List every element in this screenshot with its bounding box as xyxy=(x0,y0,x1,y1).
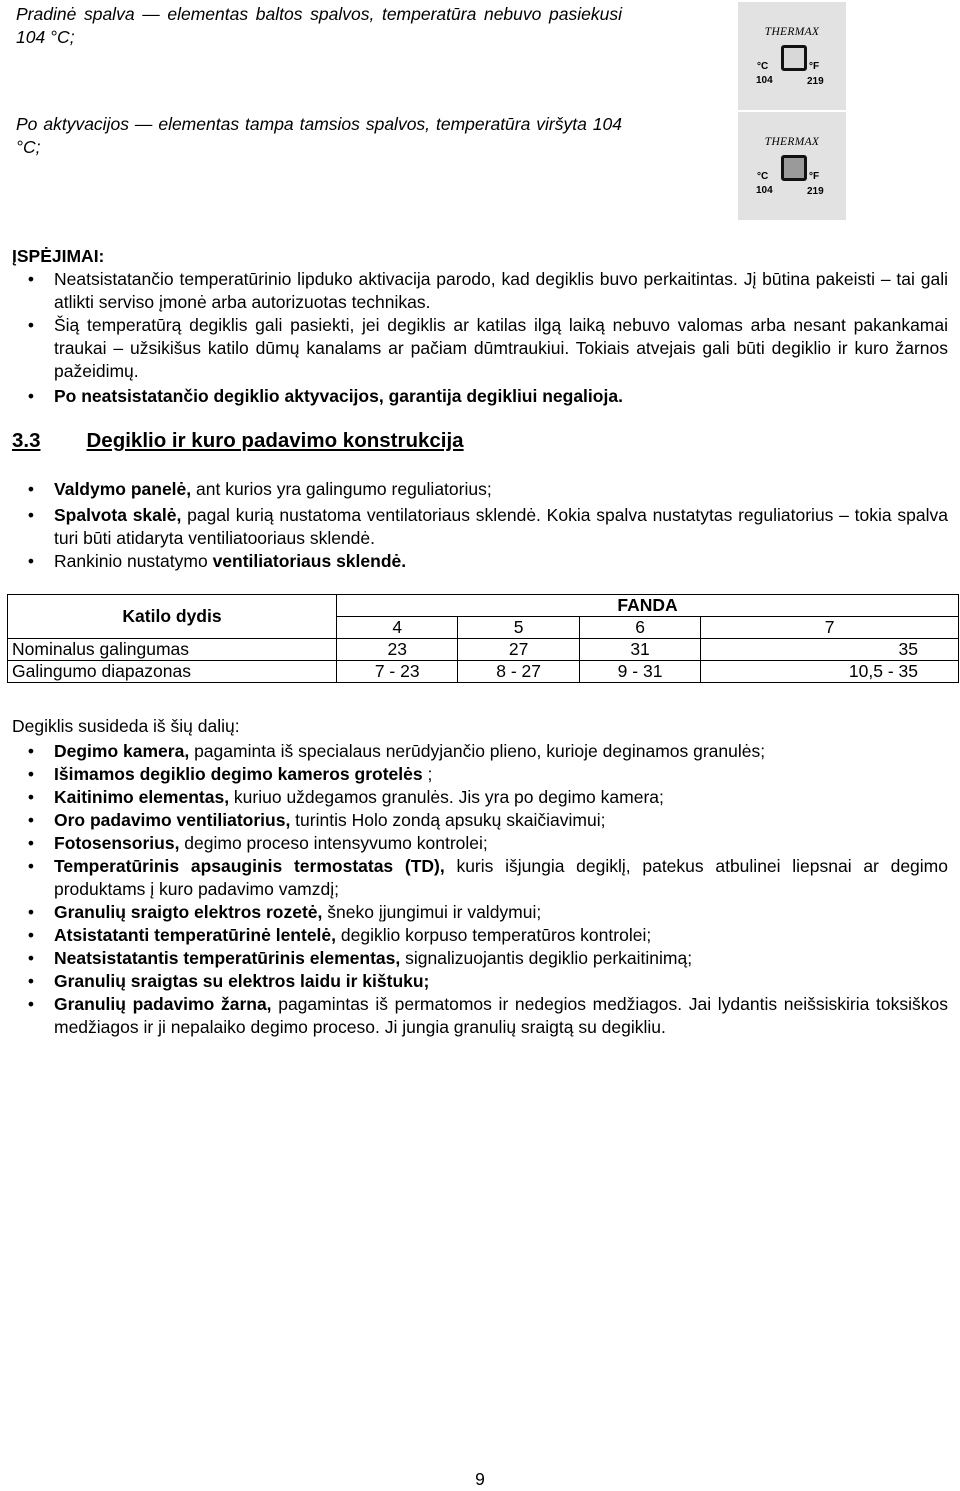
bullet-icon: • xyxy=(27,764,35,784)
list-item: • Neatsistatantis temperatūrinis elementas, signalizuojantis degiklio perkaitinimą; xyxy=(10,947,948,970)
list-item: • Spalvota skalė, pagal kurią nustatoma ventilatoriaus sklendė. Kokia spalva nustatytas reguliatorius – tokia spalva turi būti atidaryta ventiliatooriaus sklendė. xyxy=(10,504,948,550)
list-item: • Išimamos degiklio degimo kameros grotelės ; xyxy=(10,763,948,786)
bullet-icon: • xyxy=(27,810,35,830)
label-brand: THERMAX xyxy=(764,26,820,38)
bullet-icon: • xyxy=(27,269,35,289)
table-cell: 10,5 - 35 xyxy=(701,661,959,683)
specification-table xyxy=(7,594,959,683)
unit-fahrenheit: °F xyxy=(809,61,820,72)
table-header-group: FANDA xyxy=(337,595,959,617)
indicator-square-icon xyxy=(781,155,807,181)
table-cell: 27 xyxy=(458,639,579,661)
bullet-icon: • xyxy=(27,856,35,876)
bullet-icon: • xyxy=(27,505,35,525)
table-cell: 23 xyxy=(337,639,458,661)
table-row-label: Galingumo diapazonas xyxy=(8,661,337,683)
table-row xyxy=(8,639,959,661)
table-column-header: 5 xyxy=(458,617,579,639)
list-item: • Šią temperatūrą degiklis gali pasiekti, jei degiklis ar katilas ilgą laiką nebuvo valomas arba nesant pakankamai traukai – užsikišus katilo dūmų kanalams ar pačiam dūmtraukiui. Tokiais atvejais gali būti degiklio ir kuro žarnos pažeidimų. xyxy=(10,314,948,383)
table-row xyxy=(8,661,959,683)
list-item: • Granulių sraigto elektros rozetė, šneko įjungimui ir valdymui; xyxy=(10,901,948,924)
table-cell: 7 - 23 xyxy=(337,661,458,683)
list-item: • Valdymo panelė, ant kurios yra galingumo reguliatorius; xyxy=(10,478,948,501)
unit-celsius: °C xyxy=(757,61,769,72)
bullet-icon: • xyxy=(27,925,35,945)
section-list xyxy=(10,478,948,573)
bullet-icon: • xyxy=(27,902,35,922)
list-item: • Neatsistatančio temperatūrinio lipduko aktivacija parodo, kad degiklis buvo perkaitintas. Jį būtina pakeisti – tai gali atlikti serviso įmonė arba autorizuotas technikas. xyxy=(10,268,948,314)
bullet-icon: • xyxy=(27,386,35,406)
bullet-icon: • xyxy=(27,315,35,335)
list-item: • Po neatsistatančio degiklio aktyvacijos, garantija degikliui negalioja. xyxy=(10,385,948,408)
list-item: • Degimo kamera, pagaminta iš specialaus nerūdyjančio plieno, kurioje deginamos granulės; xyxy=(10,740,948,763)
parts-list xyxy=(10,740,948,1039)
table-cell: 9 - 31 xyxy=(579,661,700,683)
section-number: 3.3 xyxy=(12,429,41,452)
list-item: • Fotosensorius, degimo proceso intensyvumo kontrolei; xyxy=(10,832,948,855)
table-column-header: 6 xyxy=(579,617,700,639)
bullet-icon: • xyxy=(27,479,35,499)
table-header-size: Katilo dydis xyxy=(8,595,337,639)
thermax-label-light xyxy=(738,2,846,110)
page-number: 9 xyxy=(475,1469,485,1489)
table-row-label: Nominalus galingumas xyxy=(8,639,337,661)
list-item: • Temperatūrinis apsauginis termostatas (TD), kuris išjungia degiklį, patekus atbulinei liepsnai ar degimo produktams į kuro padavimo vamzdį; xyxy=(10,855,948,901)
list-item: • Granulių padavimo žarna, pagamintas iš permatomos ir nedegios medžiagos. Jai lydantis neišsiskiria toksiškos medžiagos ir ji nepalaiko degimo proceso. Ji jungia granulių sraigtą su degikliu. xyxy=(10,993,948,1039)
list-item: • Rankinio nustatymo ventiliatoriaus sklendė. xyxy=(10,550,948,573)
section-title: Degiklio ir kuro padavimo konstrukcija xyxy=(86,429,464,452)
value-fahrenheit: 219 xyxy=(807,76,824,87)
label-brand: THERMAX xyxy=(764,136,820,148)
warnings-list xyxy=(10,268,948,408)
warnings-heading: ĮSPĖJIMAI: xyxy=(12,246,105,266)
table-cell: 35 xyxy=(701,639,959,661)
value-celsius: 104 xyxy=(756,185,773,196)
unit-celsius: °C xyxy=(757,171,769,182)
table-cell: 8 - 27 xyxy=(458,661,579,683)
parts-intro: Degiklis susideda iš šių dalių: xyxy=(12,716,240,736)
bullet-icon: • xyxy=(27,833,35,853)
unit-fahrenheit: °F xyxy=(809,171,820,182)
section-heading xyxy=(12,428,464,454)
list-item: • Atsistatanti temperatūrinė lentelė, degiklio korpuso temperatūros kontrolei; xyxy=(10,924,948,947)
indicator-square-icon xyxy=(781,45,807,71)
after-activation-text: Po aktyvacijos — elementas tampa tamsios spalvos, temperatūra viršyta 104 °C; xyxy=(16,114,622,157)
list-item: • Oro padavimo ventiliatorius, turintis Holo zondą apsukų skaičiavimui; xyxy=(10,809,948,832)
initial-color-text: Pradinė spalva — elementas baltos spalvos, temperatūra nebuvo pasiekusi 104 °C; xyxy=(16,4,622,47)
bullet-icon: • xyxy=(27,787,35,807)
bullet-icon: • xyxy=(27,994,35,1014)
thermax-label-dark xyxy=(738,112,846,220)
table-cell: 31 xyxy=(579,639,700,661)
list-item: • Granulių sraigtas su elektros laidu ir kištuku; xyxy=(10,970,948,993)
value-fahrenheit: 219 xyxy=(807,186,824,197)
table-column-header: 7 xyxy=(701,617,959,639)
bullet-icon: • xyxy=(27,971,35,991)
bullet-icon: • xyxy=(27,741,35,761)
bullet-icon: • xyxy=(27,948,35,968)
value-celsius: 104 xyxy=(756,75,773,86)
table-column-header: 4 xyxy=(337,617,458,639)
list-item: • Kaitinimo elementas, kuriuo uždegamos granulės. Jis yra po degimo kamera; xyxy=(10,786,948,809)
bullet-icon: • xyxy=(27,551,35,571)
